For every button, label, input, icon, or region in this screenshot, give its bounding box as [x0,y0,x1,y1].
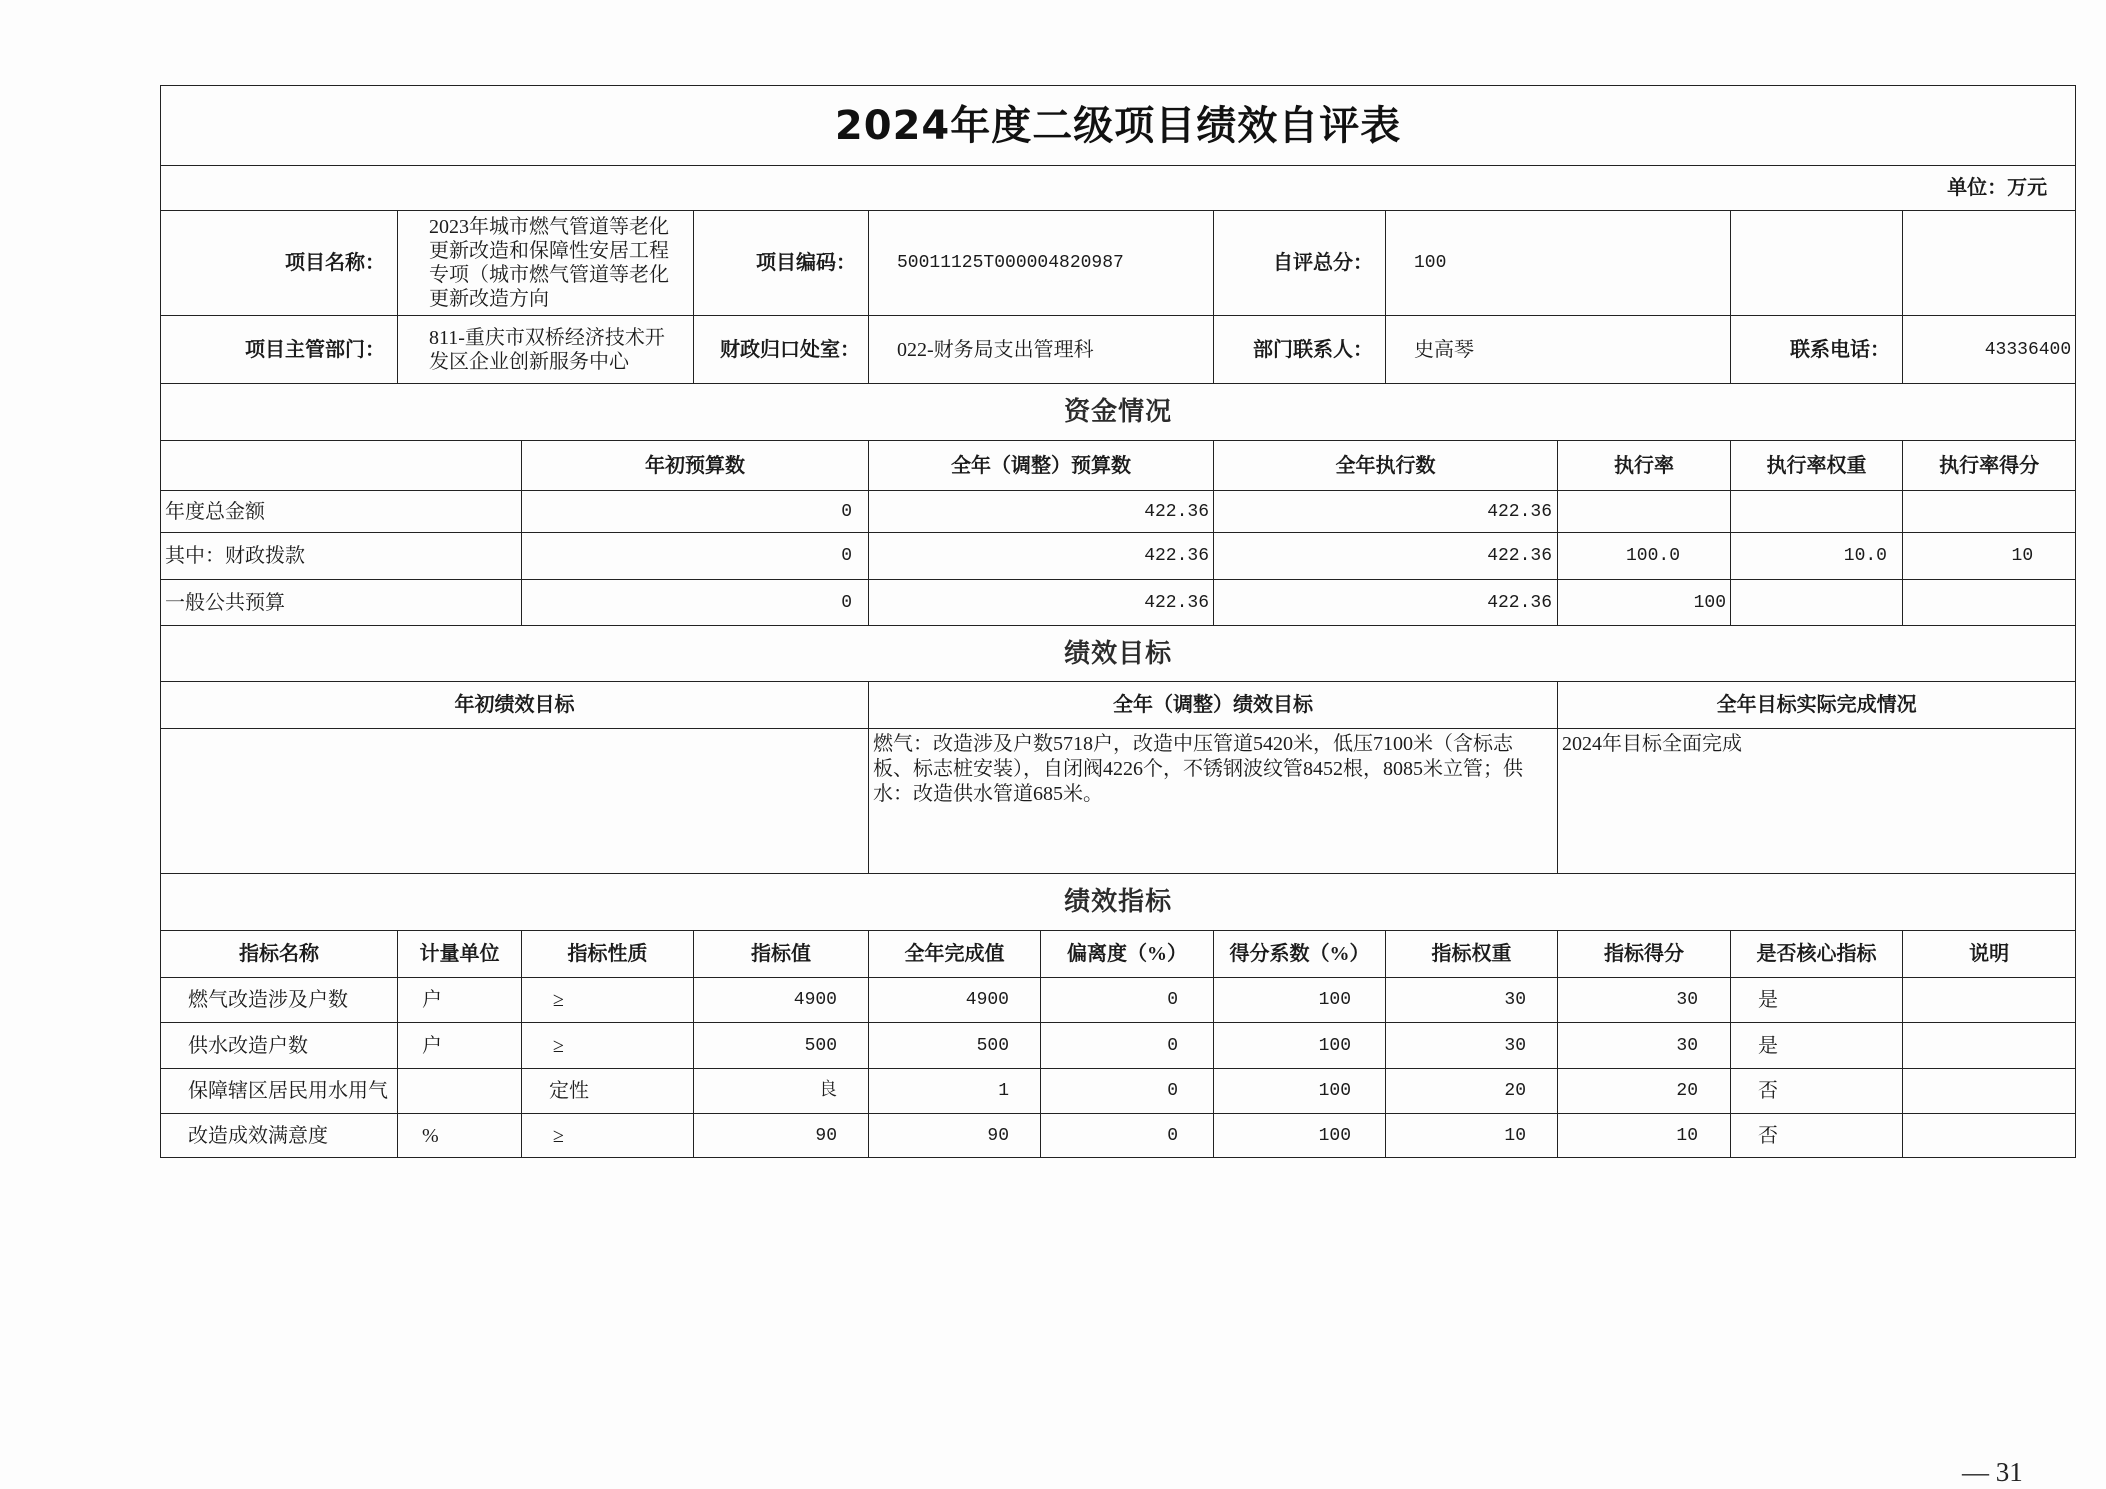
actual-completion-value: 2024年目标全面完成 [1558,729,2076,874]
rate-weight-value: 10.0 [1731,533,1903,580]
header-note: 说明 [1903,931,2076,978]
header-rate-weight: 执行率权重 [1731,441,1903,491]
indicator-name: 供水改造户数 [161,1023,398,1069]
indicator-unit [398,1069,522,1114]
funding-row-label: 年度总金额 [161,491,522,533]
header-initial-budget: 年初预算数 [522,441,869,491]
header-target: 指标值 [694,931,869,978]
unit-label: 单位：万元 [161,166,2076,211]
header-initial-goal: 年初绩效目标 [161,682,869,729]
project-name-label: 项目名称： [161,211,398,316]
indicator-actual: 4900 [869,978,1041,1023]
blank-cell [1731,211,1903,316]
header-actual: 全年完成值 [869,931,1041,978]
execution-rate-value: 100.0 [1558,533,1731,580]
indicator-deviation: 0 [1041,1069,1214,1114]
funding-row [161,491,2076,533]
blank-cell [1731,580,1903,626]
blank-cell [1558,491,1731,533]
header-indicator-name: 指标名称 [161,931,398,978]
contact-value: 史高琴 [1386,316,1731,384]
indicator-actual: 90 [869,1114,1041,1158]
department-label: 项目主管部门： [161,316,398,384]
indicator-row [161,1114,2076,1158]
indicator-weight: 20 [1386,1069,1558,1114]
indicator-nature: 定性 [522,1069,694,1114]
header-executed: 全年执行数 [1214,441,1558,491]
header-coefficient: 得分系数（%） [1214,931,1386,978]
indicator-deviation: 0 [1041,978,1214,1023]
contact-label: 部门联系人： [1214,316,1386,384]
goals-header-row [161,682,2076,729]
rate-score-value: 10 [1903,533,2076,580]
phone-value: 43336400 [1903,316,2076,384]
initial-goal-value [161,729,869,874]
indicator-coefficient: 100 [1214,1023,1386,1069]
goals-section-row [161,626,2076,682]
title-row [161,86,2076,166]
project-code-label: 项目编码： [694,211,869,316]
indicator-target: 良 [694,1069,869,1114]
indicator-core: 否 [1731,1114,1903,1158]
header-actual-completion: 全年目标实际完成情况 [1558,682,2076,729]
blank-cell [1903,580,2076,626]
adjusted-budget-value: 422.36 [869,580,1214,626]
indicator-weight: 10 [1386,1114,1558,1158]
document-title: 2024年度二级项目绩效自评表 [161,86,2076,166]
page-number: — 31 [1962,1457,2023,1487]
indicator-core: 是 [1731,978,1903,1023]
header-adjusted-goal: 全年（调整）绩效目标 [869,682,1558,729]
indicator-core: 否 [1731,1069,1903,1114]
initial-budget-value: 0 [522,533,869,580]
header-score: 指标得分 [1558,931,1731,978]
header-execution-rate: 执行率 [1558,441,1731,491]
indicators-section-title: 绩效指标 [161,874,2076,931]
indicator-nature: ≥ [522,978,694,1023]
indicator-row [161,1069,2076,1114]
indicator-nature: ≥ [522,1114,694,1158]
goals-content-row [161,729,2076,874]
adjusted-budget-value: 422.36 [869,491,1214,533]
blank-cell [1903,491,2076,533]
finance-office-label: 财政归口处室： [694,316,869,384]
funding-row-label: 其中：财政拨款 [161,533,522,580]
unit-row [161,166,2076,211]
indicator-actual: 1 [869,1069,1041,1114]
finance-office-value: 022-财务局支出管理科 [869,316,1214,384]
indicator-score: 30 [1558,1023,1731,1069]
department-cell [398,316,694,384]
phone-label: 联系电话： [1731,316,1903,384]
indicator-name: 燃气改造涉及户数 [161,978,398,1023]
indicator-coefficient: 100 [1214,1069,1386,1114]
project-name-cell [398,211,694,316]
initial-budget-value: 0 [522,580,869,626]
project-info-row-2 [161,316,2076,384]
indicator-weight: 30 [1386,1023,1558,1069]
indicator-nature: ≥ [522,1023,694,1069]
indicator-score: 20 [1558,1069,1731,1114]
funding-row [161,580,2076,626]
funding-row-label: 一般公共预算 [161,580,522,626]
indicator-row [161,1023,2076,1069]
project-code-value: 50011125T000004820987 [869,211,1214,316]
blank-cell [161,441,522,491]
indicator-coefficient: 100 [1214,978,1386,1023]
indicator-unit: % [398,1114,522,1158]
adjusted-goal-value: 燃气：改造涉及户数5718户，改造中压管道5420米，低压7100米（含标志板、标志桩安装），自闭阀4226个，不锈钢波纹管8452根，8085米立管；供水：改造供水管道685米。 [869,729,1558,874]
header-unit: 计量单位 [398,931,522,978]
funding-section-row [161,384,2076,441]
indicator-note [1903,1023,2076,1069]
indicator-actual: 500 [869,1023,1041,1069]
indicator-unit: 户 [398,1023,522,1069]
indicator-score: 30 [1558,978,1731,1023]
initial-budget-value: 0 [522,491,869,533]
performance-evaluation-table [160,85,2076,1158]
department-value: 811-重庆市双桥经济技术开发区企业创新服务中心 [429,326,665,373]
funding-section-title: 资金情况 [161,384,2076,441]
indicator-weight: 30 [1386,978,1558,1023]
funding-header-row [161,441,2076,491]
indicator-note [1903,978,2076,1023]
indicators-section-row [161,874,2076,931]
indicators-header-row [161,931,2076,978]
total-score-label: 自评总分： [1214,211,1386,316]
project-name-value: 2023年城市燃气管道等老化更新改造和保障性安居工程专项（城市燃气管道等老化更新改造方向 [429,216,669,310]
header-rate-score: 执行率得分 [1903,441,2076,491]
indicator-note [1903,1114,2076,1158]
header-adjusted-budget: 全年（调整）预算数 [869,441,1214,491]
indicator-score: 10 [1558,1114,1731,1158]
header-core: 是否核心指标 [1731,931,1903,978]
header-nature: 指标性质 [522,931,694,978]
indicator-name: 改造成效满意度 [161,1114,398,1158]
indicator-deviation: 0 [1041,1023,1214,1069]
funding-row [161,533,2076,580]
executed-value: 422.36 [1214,580,1558,626]
indicator-target: 500 [694,1023,869,1069]
blank-cell [1903,211,2076,316]
indicator-name: 保障辖区居民用水用气 [161,1069,398,1114]
blank-cell [1731,491,1903,533]
adjusted-budget-value: 422.36 [869,533,1214,580]
indicator-note [1903,1069,2076,1114]
indicator-core: 是 [1731,1023,1903,1069]
executed-value: 422.36 [1214,491,1558,533]
project-info-row-1 [161,211,2076,316]
total-score-value: 100 [1386,211,1731,316]
header-weight: 指标权重 [1386,931,1558,978]
indicator-deviation: 0 [1041,1114,1214,1158]
indicator-row [161,978,2076,1023]
executed-value: 422.36 [1214,533,1558,580]
execution-rate-value: 100 [1558,580,1731,626]
indicator-target: 4900 [694,978,869,1023]
indicator-unit: 户 [398,978,522,1023]
indicator-target: 90 [694,1114,869,1158]
header-deviation: 偏离度（%） [1041,931,1214,978]
goals-section-title: 绩效目标 [161,626,2076,682]
indicator-coefficient: 100 [1214,1114,1386,1158]
